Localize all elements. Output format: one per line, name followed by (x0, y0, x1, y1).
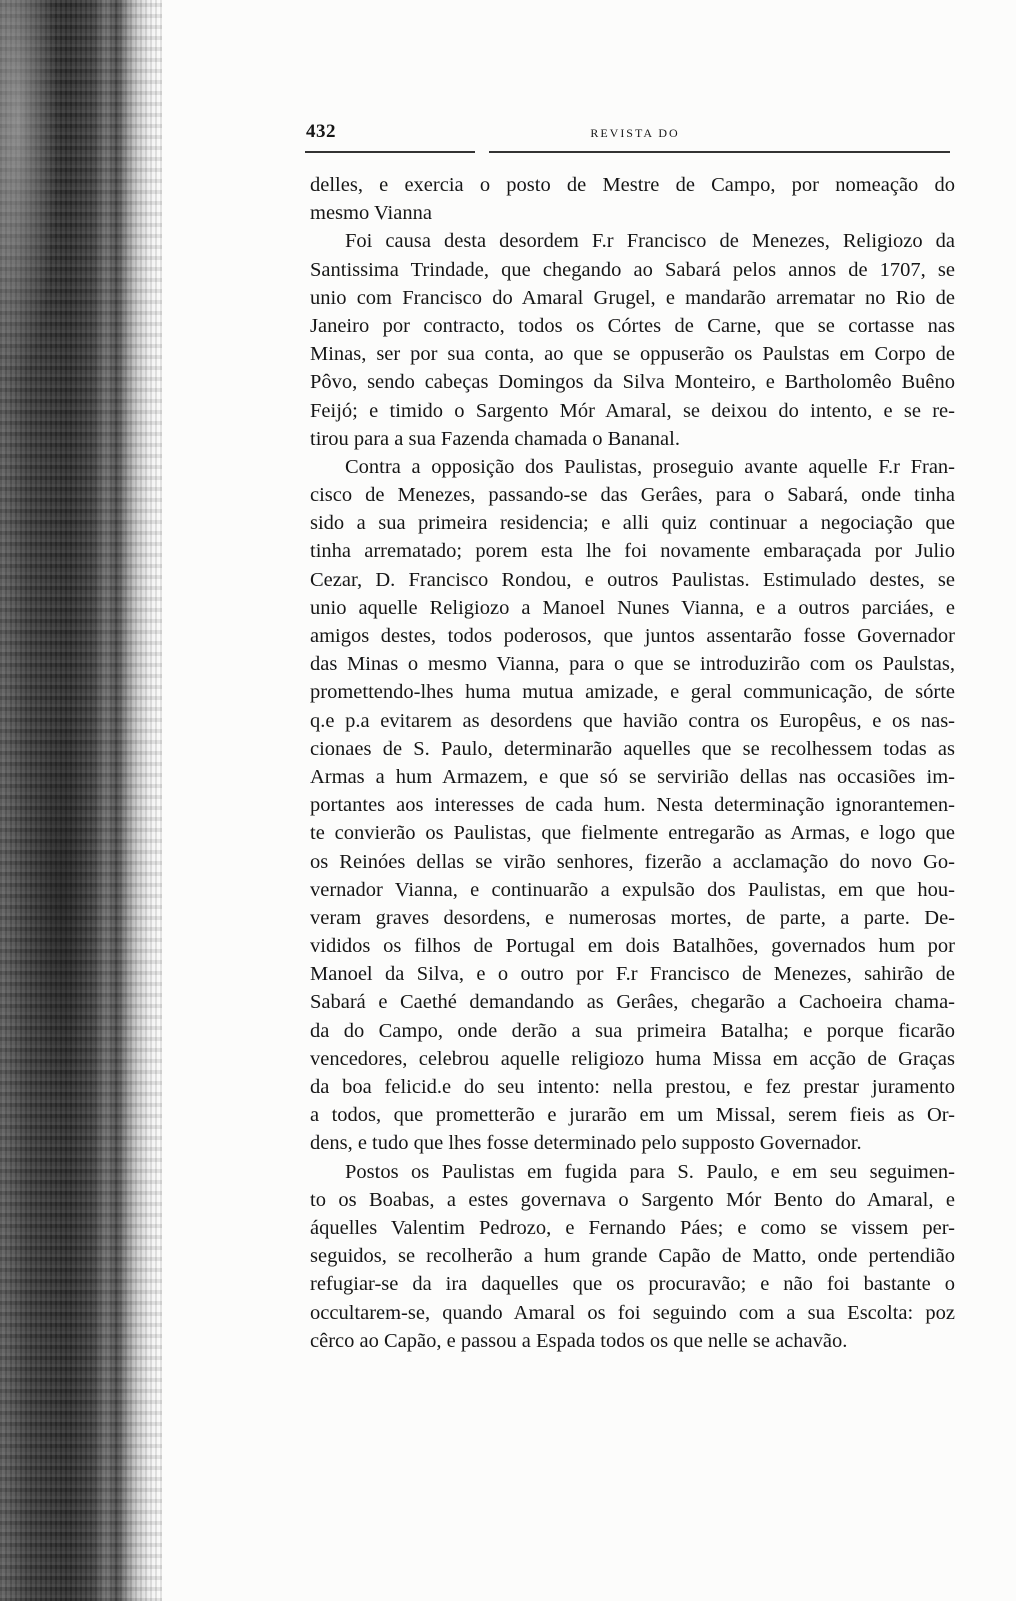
text-line: tirou para a sua Fazenda chamada o Bananal. (310, 427, 680, 450)
text-line: portantes aos interesses de cada hum. Nesta determinação ignorantemen- (310, 794, 955, 817)
paragraph (310, 227, 955, 453)
text-line: to os Boabas, a estes governava o Sargento Mór Bento do Amaral, e (310, 1188, 955, 1211)
text-line: Feijó; e timido o Sargento Mór Amaral, se deixou do intento, e se re- (310, 399, 955, 422)
text-line: áquelles Valentim Pedrozo, e Fernando Páes; e como se vissem per- (310, 1216, 955, 1239)
text-line: veram graves desordens, e numerosas mortes, de parte, a parte. De- (310, 906, 955, 929)
text-line: vididos os filhos de Portugal em dois Batalhões, governados hum por (310, 935, 955, 958)
text-line: das Minas o mesmo Vianna, para o que se introduzirão com os Paulstas, (310, 653, 955, 676)
text-line: unio aquelle Religiozo a Manoel Nunes Vianna, e a outros parciáes, e (310, 596, 955, 619)
text-line: te convierão os Paulistas, que fielmente entregarão as Armas, e logo que (310, 822, 955, 845)
text-line: da boa felicid.e do seu intento: nella prestou, e fez prestar juramento (310, 1076, 955, 1098)
text-line: mesmo Vianna (310, 202, 432, 225)
paragraph (310, 171, 955, 227)
text-line: Pôvo, sendo cabeças Domingos da Silva Monteiro, e Bartholomêo Buêno (310, 371, 955, 394)
text-line: Foi causa desta desordem F.r Francisco de Menezes, Religiozo da (345, 230, 955, 253)
page-number: 432 (306, 121, 336, 142)
text-line: vencedores, celebrou aquelle religiozo huma Missa em acção de Graças (310, 1047, 955, 1070)
text-line: cisco de Menezes, passando-se das Gerâes, para o Sabará, onde tinha (310, 484, 955, 507)
binding-shadow (0, 0, 162, 1601)
text-line: da do Campo, onde derão a sua primeira Batalha; e porque ficarão (310, 1019, 955, 1042)
text-line: delles, e exercia o posto de Mestre de Campo, por nomeação do (310, 174, 955, 196)
text-line: sido a sua primeira residencia; e alli quiz continuar a negociação que (310, 512, 955, 535)
text-line: Armas a hum Armazem, e que só se servirião dellas nas occasiões im- (310, 765, 955, 788)
text-line: q.e p.a evitarem as desordens que havião contra os Europêus, e os nas- (310, 709, 955, 732)
running-title: REVISTA DO (590, 126, 680, 140)
text-line: Minas, ser por sua conta, ao que se oppuserão os Paulstas em Corpo de (310, 343, 955, 366)
text-line: Sabará e Caethé demandando as Gerâes, chegarão a Cachoeira chama- (310, 991, 955, 1014)
text-line: amigos destes, todos poderosos, que juntos assentarão fosse Governador (310, 625, 955, 647)
text-line: promettendo-lhes huma mutua amizade, e geral communicação, de sórte (310, 681, 955, 704)
text-line: os Reinóes dellas se virão senhores, fizerão a acclamação do novo Go- (310, 850, 955, 873)
text-line: Santissima Trindade, que chegando ao Sabará pelos annos de 1707, se (310, 258, 955, 281)
text-line: tinha arrematado; porem esta lhe foi novamente embaraçada por Julio (310, 540, 955, 563)
text-line: occultarem-se, quando Amaral os foi seguindo com a sua Escolta: poz (310, 1301, 955, 1324)
header-rule (305, 151, 950, 153)
text-line: Contra a opposição dos Paulistas, proseguio avante aquelle F.r Fran- (345, 455, 955, 478)
paragraph (310, 1158, 955, 1355)
text-line: cionaes de S. Paulo, determinarão aquelles que se recolhessem todas as (310, 737, 955, 760)
text-line: Janeiro por contracto, todos os Córtes de Carne, que se cortasse nas (310, 314, 955, 337)
text-line: seguidos, se recolherão a hum grande Capão de Matto, onde pertendião (310, 1245, 955, 1268)
text-line: cêrco ao Capão, e passou a Espada todos os que nelle se achavão. (310, 1329, 848, 1352)
text-line: a todos, que prometterão e jurarão em um Missal, serem fieis as Or- (310, 1104, 955, 1127)
text-line: unio com Francisco do Amaral Grugel, e mandarão arrematar no Rio de (310, 286, 955, 309)
paragraph (310, 453, 955, 1158)
text-line: vernador Vianna, e continuarão a expulsão dos Paulistas, em que hou- (310, 878, 955, 901)
text-line: Manoel da Silva, e o outro por F.r Francisco de Menezes, sahirão de (310, 963, 955, 986)
text-line: refugiar-se da ira daquelles que os procuravão; e não foi bastante o (310, 1273, 955, 1296)
text-line: Postos os Paulistas em fugida para S. Paulo, e em seu seguimen- (345, 1160, 955, 1183)
text-line: dens, e tudo que lhes fosse determinado pelo supposto Governador. (310, 1132, 862, 1155)
text-line: Cezar, D. Francisco Rondou, e outros Paulistas. Estimulado destes, se (310, 568, 955, 591)
text-block (310, 171, 955, 1355)
